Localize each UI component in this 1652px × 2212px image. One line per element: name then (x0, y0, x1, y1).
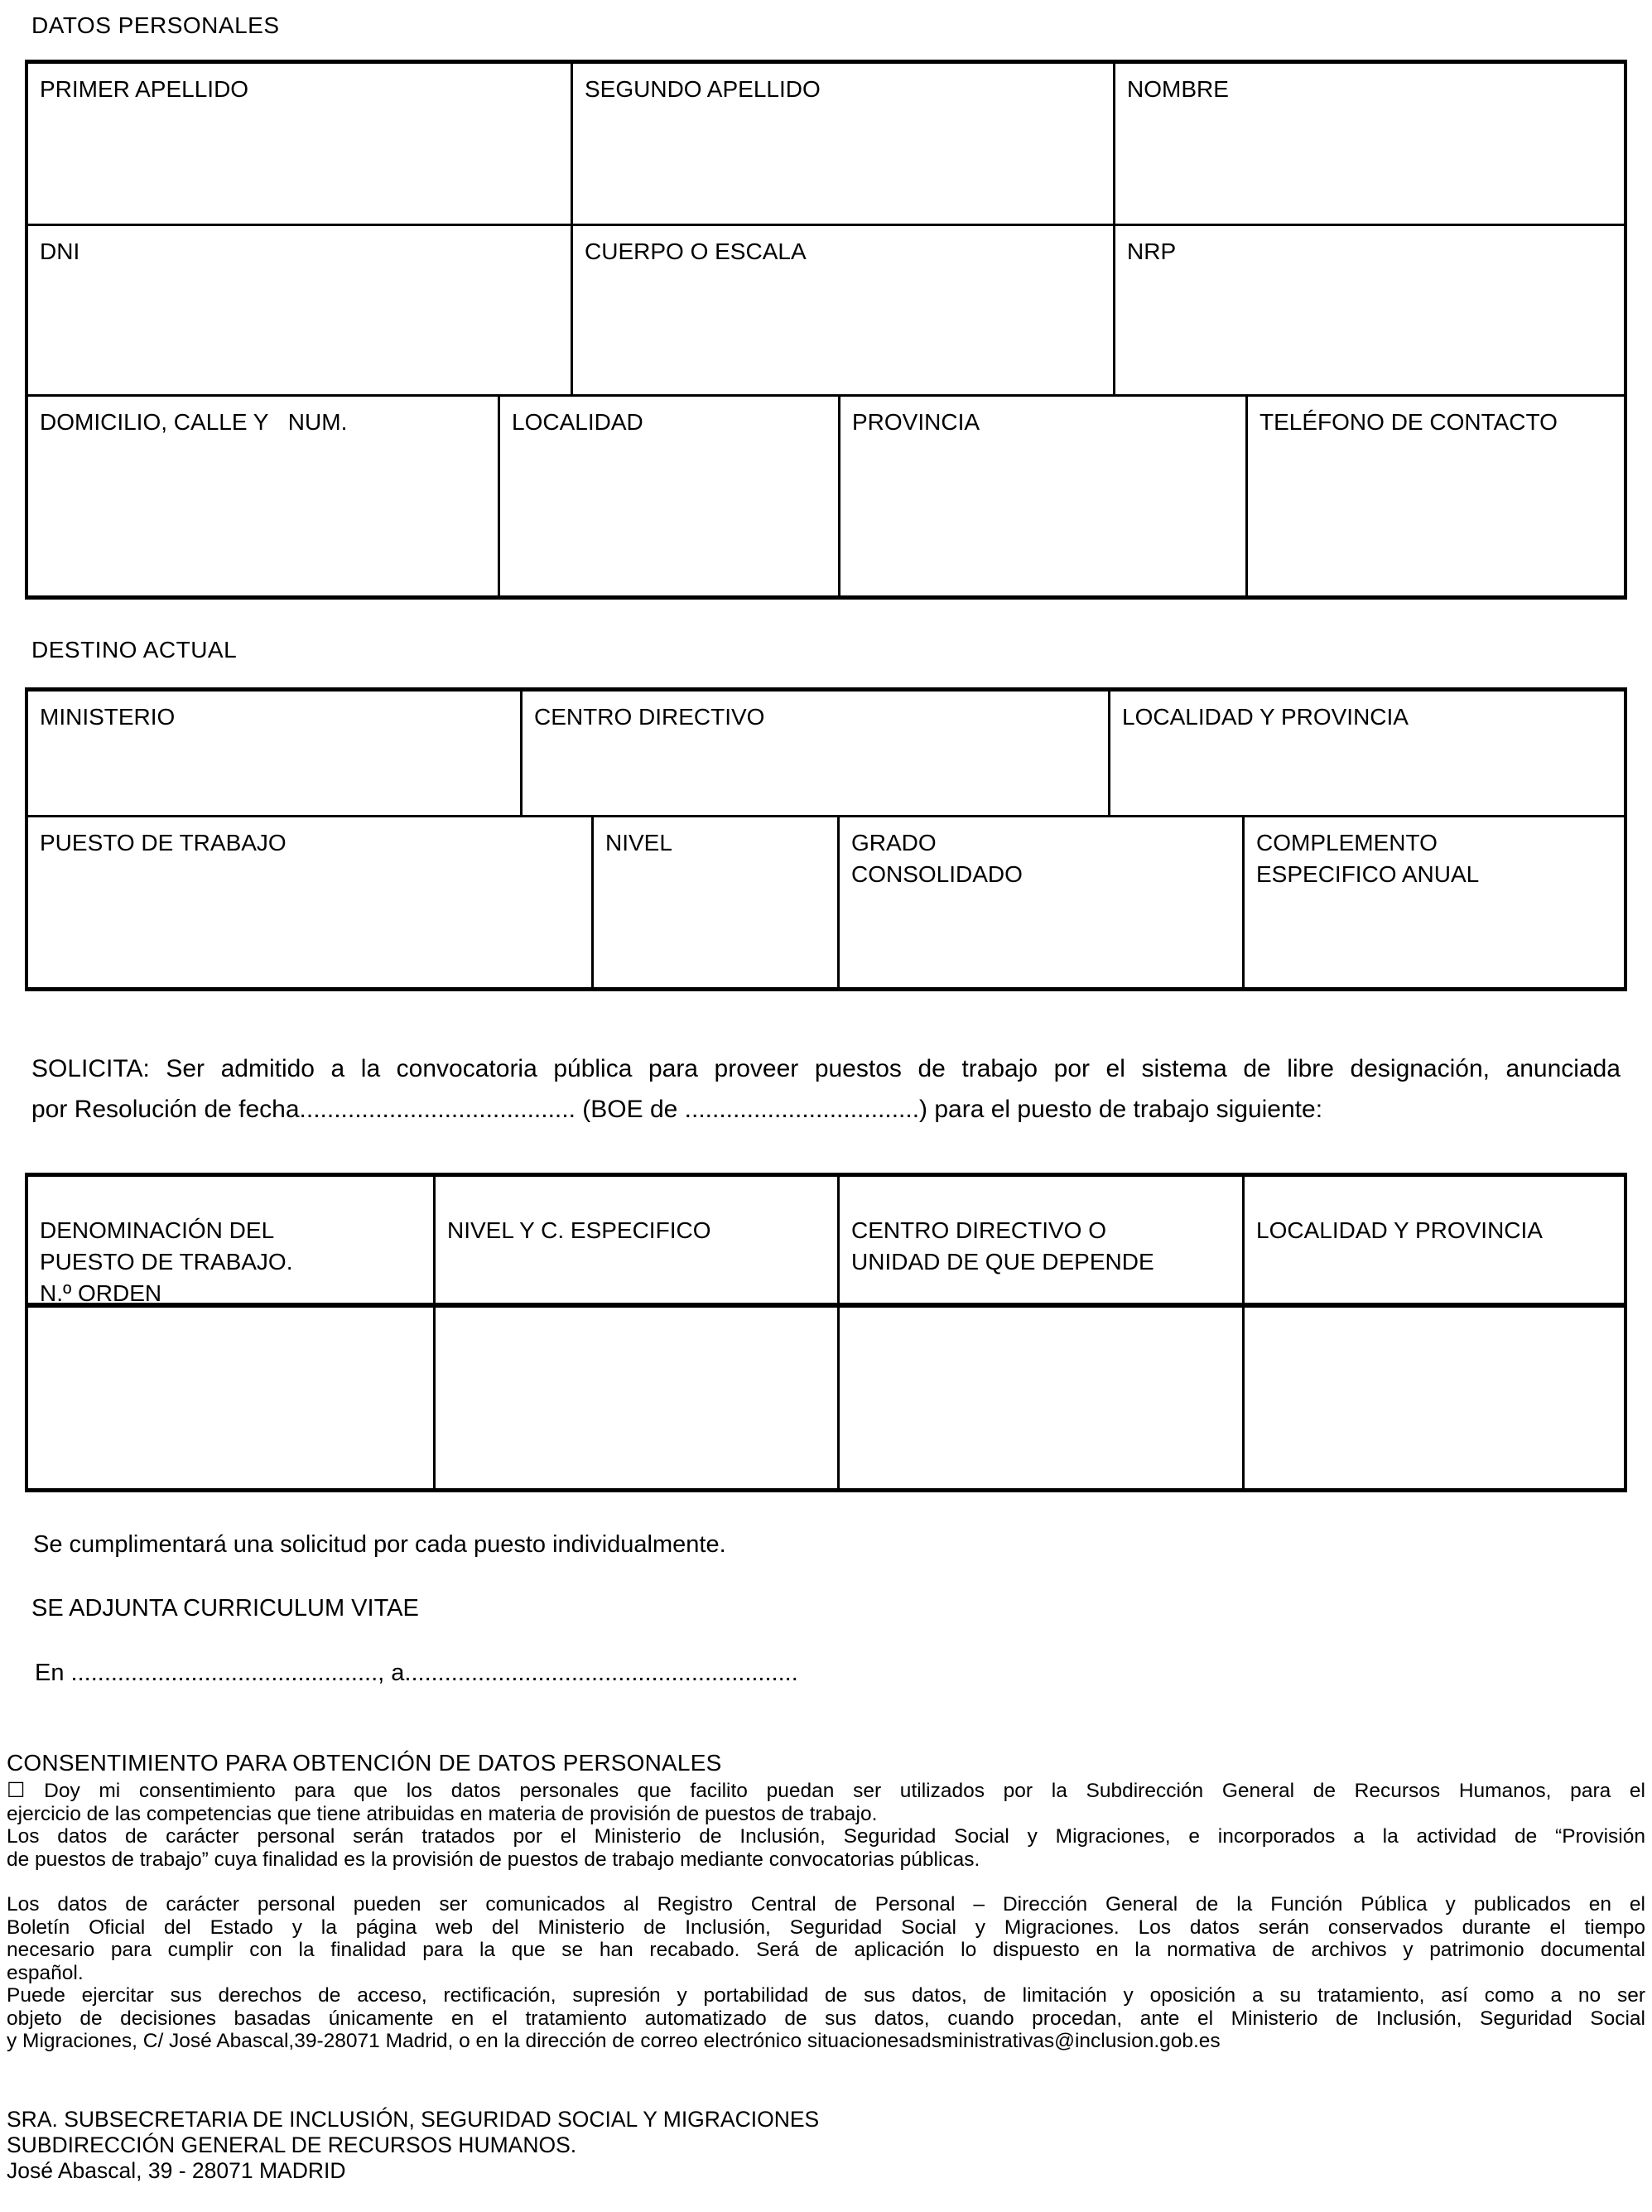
field-grado-consolidado[interactable] (840, 817, 1245, 987)
input-nivel-c-especifico[interactable] (436, 1308, 840, 1488)
col-nivel-c-especifico (436, 1177, 840, 1303)
input-denominacion-puesto[interactable] (28, 1308, 436, 1488)
column-header-label: CENTRO DIRECTIVO O (851, 1217, 1107, 1243)
field-label: SEGUNDO APELLIDO (585, 76, 821, 102)
field-localidad-provincia-actual[interactable] (1110, 692, 1624, 815)
solicita-line2: por Resolución de fecha........................................ (BOE de ..................................) para el puesto de trabajo siguiente: (31, 1096, 1323, 1123)
col-centro-directivo-unidad (840, 1177, 1245, 1303)
column-header-label: DENOMINACIÓN DEL (40, 1217, 275, 1243)
consent-p1-line (7, 1780, 1645, 1803)
field-label: CENTRO DIRECTIVO (534, 704, 765, 730)
consent-p1-line: ejercicio de las competencias que tiene atribuidas en materia de provisión de puestos de trabajo. (7, 1802, 878, 1825)
field-puesto-trabajo[interactable] (28, 817, 594, 987)
field-label: CONSOLIDADO (851, 861, 1023, 887)
field-ministerio[interactable] (28, 692, 523, 815)
datos-personales-table (25, 60, 1627, 600)
field-label: TELÉFONO DE CONTACTO (1259, 409, 1558, 435)
addressee-line2: SUBDIRECCIÓN GENERAL DE RECURSOS HUMANOS. (7, 2132, 577, 2157)
field-label: LOCALIDAD Y PROVINCIA (1122, 704, 1409, 730)
consent-p2-line: de puestos de trabajo” cuya finalidad es la provisión de puestos de trabajo mediante convocatorias públicas. (7, 1848, 980, 1871)
puesto-solicitado-table (25, 1173, 1627, 1492)
table-row (28, 397, 1624, 595)
table-row (28, 64, 1624, 226)
consent-p3-line: español. (7, 1961, 84, 1984)
consent-checkbox[interactable]: ☐ (7, 1779, 26, 1802)
field-domicilio[interactable] (28, 397, 500, 595)
note-curriculum-vitae: SE ADJUNTA CURRICULUM VITAE (31, 1595, 419, 1622)
field-label: COMPLEMENTO (1256, 830, 1438, 855)
field-label: DNI (40, 239, 80, 264)
table-body-row (28, 1308, 1624, 1488)
consent-p3-line: Boletín Oficial del Estado y la página web del Ministerio de Inclusión, Seguridad Social y Migraciones. Los datos serán conservados durante el tiempo (7, 1916, 1645, 1939)
col-localidad-provincia (1245, 1177, 1624, 1303)
col-denominacion-puesto (28, 1177, 436, 1303)
field-label: ESPECIFICO ANUAL (1256, 861, 1480, 887)
field-label: PRIMER APELLIDO (40, 76, 249, 102)
consent-p2-line: Los datos de carácter personal serán tratados por el Ministerio de Inclusión, Seguridad Social y Migraciones, e incorporados a la actividad de “Provisión (7, 1825, 1645, 1848)
field-segundo-apellido[interactable] (573, 64, 1115, 224)
field-label: DOMICILIO, CALLE Y NUM. (40, 409, 348, 435)
field-nrp[interactable] (1115, 226, 1624, 394)
solicita-line1: SOLICITA: Ser admitido a la convocatoria pública para proveer puestos de trabajo por el sistema de libre designación, anunciada (31, 1055, 1621, 1082)
addressee-block (7, 2107, 819, 2184)
field-primer-apellido[interactable] (28, 64, 573, 224)
table-row (28, 692, 1624, 817)
table-row (28, 817, 1624, 987)
table-header-row (28, 1177, 1624, 1308)
consent-p4-line: y Migraciones, C/ José Abascal,39-28071 Madrid, o en la dirección de correo electrónico situacionesadsministrativas@inclusion.gob.es (7, 2030, 1221, 2052)
input-localidad-provincia[interactable] (1245, 1308, 1624, 1488)
solicita-paragraph (31, 1048, 1621, 1130)
column-header-label: PUESTO DE TRABAJO. (40, 1249, 293, 1275)
consent-section (7, 1749, 1645, 2053)
note-single-request: Se cumplimentará una solicitud por cada puesto individualmente. (33, 1531, 726, 1558)
field-label: NIVEL (605, 830, 672, 855)
field-telefono-contacto[interactable] (1248, 397, 1624, 595)
table-row (28, 226, 1624, 397)
field-label: PROVINCIA (852, 409, 980, 435)
field-label: LOCALIDAD (512, 409, 643, 435)
input-centro-directivo-unidad[interactable] (840, 1308, 1245, 1488)
addressee-line1: SRA. SUBSECRETARIA DE INCLUSIÓN, SEGURIDAD SOCIAL Y MIGRACIONES (7, 2107, 820, 2132)
field-centro-directivo[interactable] (523, 692, 1110, 815)
column-header-label: NIVEL Y C. ESPECIFICO (447, 1217, 711, 1243)
addressee-address: José Abascal, 39 - 28071 MADRID (7, 2158, 346, 2183)
consent-p3-line: Los datos de carácter personal pueden ser comunicados al Registro Central de Personal – Dirección General de la Función Pública y publicados en el (7, 1893, 1645, 1916)
field-label: NOMBRE (1127, 76, 1229, 102)
section-title-datos-personales: DATOS PERSONALES (31, 12, 280, 38)
section-title-destino-actual: DESTINO ACTUAL (31, 637, 238, 663)
consent-p4-line: Puede ejercitar sus derechos de acceso, rectificación, supresión y portabilidad de sus datos, de limitación y oposición a su tratamiento, así como a no ser (7, 1984, 1645, 2007)
field-nombre[interactable] (1115, 64, 1624, 224)
consent-text: Doy mi consentimiento para que los datos personales que facilito puedan ser utilizados por la Subdirección General de Recursos Humanos, para el (44, 1780, 1645, 1802)
field-localidad[interactable] (500, 397, 840, 595)
field-nivel[interactable] (594, 817, 840, 987)
field-complemento-especifico[interactable] (1245, 817, 1624, 987)
field-dni[interactable] (28, 226, 573, 394)
column-header-label: UNIDAD DE QUE DEPENDE (851, 1249, 1154, 1275)
field-label: CUERPO O ESCALA (585, 239, 807, 264)
destino-actual-table (25, 687, 1627, 991)
place-date-line[interactable]: En .............................................., a........................................................... (35, 1660, 798, 1686)
field-cuerpo-o-escala[interactable] (573, 226, 1115, 394)
field-label: MINISTERIO (40, 704, 176, 730)
field-label: PUESTO DE TRABAJO (40, 830, 287, 855)
consent-p3-line: necesario para cumplir con la finalidad para la que se han recabado. Será de aplicación lo dispuesto en la normativa de archivos y patrimonio documental (7, 1939, 1645, 1961)
column-header-label: N.º ORDEN (40, 1280, 162, 1303)
field-label: GRADO (851, 830, 937, 855)
field-provincia[interactable] (840, 397, 1248, 595)
column-header-label: LOCALIDAD Y PROVINCIA (1256, 1217, 1543, 1243)
consent-title: CONSENTIMIENTO PARA OBTENCIÓN DE DATOS PERSONALES (7, 1750, 722, 1776)
field-label: NRP (1127, 239, 1177, 264)
consent-p4-line: objeto de decisiones basadas únicamente en el tratamiento automatizado de sus datos, cuando procedan, ante el Ministerio de Inclusión, Seguridad Social (7, 2007, 1645, 2030)
